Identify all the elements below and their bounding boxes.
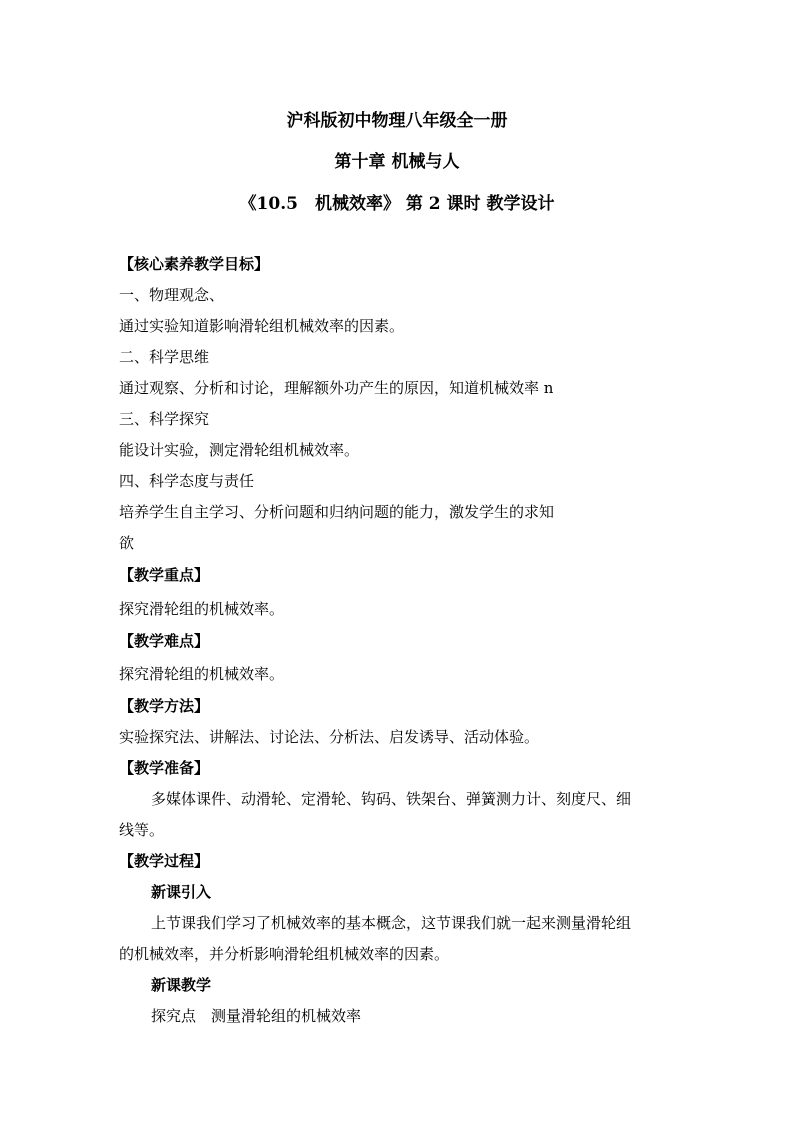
chapter-title: 第十章 机械与人 (334, 152, 460, 172)
methods-text: 实验探究法、讲解法、讨论法、分析法、启发诱导、活动体验。 (119, 728, 540, 746)
intro-title: 新课引入 (151, 883, 212, 901)
preparation-text-line2: 线等。 (119, 821, 165, 839)
goal-4-text-line1: 培养学生自主学习、分析问题和归纳问题的能力，激发学生的求知 (119, 503, 555, 521)
teaching-title: 新课教学 (151, 976, 212, 994)
goal-3-text: 能设计实验，测定滑轮组机械效率。 (119, 441, 360, 459)
intro-text-line1: 上节课我们学习了机械效率的基本概念，这节课我们就一起来测量滑轮组 (151, 914, 632, 932)
goal-4-title: 四、科学态度与责任 (119, 472, 255, 490)
key-point-text: 探究滑轮组的机械效率。 (119, 600, 285, 618)
preparation-heading: 【教学准备】 (119, 759, 210, 777)
goal-3-title: 三、科学探究 (119, 410, 210, 428)
goal-1-text: 通过实验知道影响滑轮组机械效率的因素。 (119, 317, 405, 335)
lesson-title: 《10.5 机械效率》 第 2 课时 教学设计 (239, 194, 555, 214)
methods-heading: 【教学方法】 (119, 697, 210, 715)
process-heading: 【教学过程】 (119, 852, 210, 870)
goals-heading: 【核心素养教学目标】 (119, 255, 270, 273)
preparation-text-line1: 多媒体课件、动滑轮、定滑轮、钩码、铁架台、弹簧测力计、刻度尺、细 (151, 790, 632, 808)
goal-2-title: 二、科学思维 (119, 348, 210, 366)
inquiry-point: 探究点 测量滑轮组的机械效率 (151, 1007, 362, 1025)
key-point-heading: 【教学重点】 (119, 566, 210, 584)
difficulty-heading: 【教学难点】 (119, 632, 210, 650)
book-title: 沪科版初中物理八年级全一册 (286, 111, 508, 131)
goal-4-text-line2: 欲 (119, 534, 135, 552)
goal-2-text: 通过观察、分析和讨论，理解额外功产生的原因，知道机械效率 n (119, 379, 554, 397)
intro-text-line2: 的机械效率，并分析影响滑轮组机械效率的因素。 (119, 945, 450, 963)
difficulty-text: 探究滑轮组的机械效率。 (119, 665, 285, 683)
goal-1-title: 一、物理观念、 (119, 286, 225, 304)
